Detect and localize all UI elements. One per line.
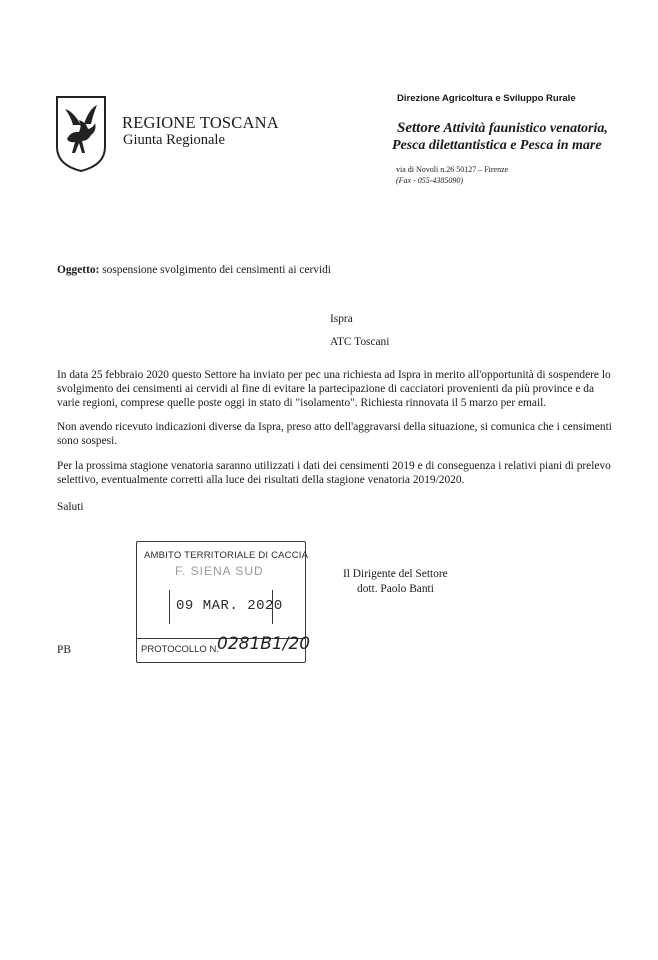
address: via di Novoli n.26 50127 – Firenze <box>396 165 509 174</box>
subject-text: sospensione svolgimento dei censimenti ai cervidi <box>102 264 331 276</box>
subject-label: Oggetto: <box>57 264 100 276</box>
subject-line <box>57 263 331 277</box>
settore-text-1: Attività faunistico venatoria, <box>443 121 608 136</box>
protocol-stamp <box>136 541 311 663</box>
settore-line-2: Pesca dilettantistica e Pesca in mare <box>392 138 602 153</box>
pegasus-crest-icon <box>55 95 107 173</box>
stamp-location: F. SIENA SUD <box>175 564 264 578</box>
org-subtitle: Giunta Regionale <box>123 132 225 148</box>
stamp-date: 09 MAR. 2020 <box>176 598 283 614</box>
paragraph-3: Per la prossima stagione venatoria saranno utilizzati i dati dei censimenti 2019 e di conseguenza i relativi piani di prelevo selettivo, eventualmente corretti alla luce dei risultati della stagione venatoria 2019/2020. <box>57 460 611 486</box>
recipient-ispra: Ispra <box>330 313 353 325</box>
stamp-date-box <box>169 590 283 624</box>
author-initials: PB <box>57 644 71 656</box>
settore-line-1 <box>397 119 608 138</box>
paragraph-1: In data 25 febbraio 2020 questo Settore ha inviato per pec una richiesta ad Ispra in merito all'opportunità di sospendere lo svolgimento dei censimenti ai cervidi al fine di evitare la partecipazione di cacciatori provenienti da più province e da varie regioni, comprese quelle poste oggi in stato di "isolamento". Richiesta rinnovata il 5 marzo per email. <box>57 369 611 409</box>
direzione-title: Direzione Agricoltura e Sviluppo Rurale <box>397 93 576 104</box>
fax-number: (Fax - 055-4385090) <box>396 176 464 185</box>
address-block <box>396 164 508 186</box>
paragraph-2: Non avendo ricevuto indicazioni diverse da Ispra, preso atto dell'aggravarsi della situazione, si comunica che i censimenti sono sospesi. <box>57 421 612 447</box>
stamp-header: AMBITO TERRITORIALE DI CACCIA <box>144 550 309 561</box>
closing: Saluti <box>57 501 84 513</box>
signature-role: Il Dirigente del Settore <box>343 568 448 580</box>
recipient-atc: ATC Toscani <box>330 336 390 348</box>
signature-name: dott. Paolo Banti <box>357 583 434 595</box>
stamp-protocol-number: 0281B1/20 <box>217 634 311 654</box>
org-name: REGIONE TOSCANA <box>122 113 279 132</box>
settore-word: Settore <box>397 120 441 136</box>
stamp-protocol-label: PROTOCOLLO N. <box>141 644 219 655</box>
